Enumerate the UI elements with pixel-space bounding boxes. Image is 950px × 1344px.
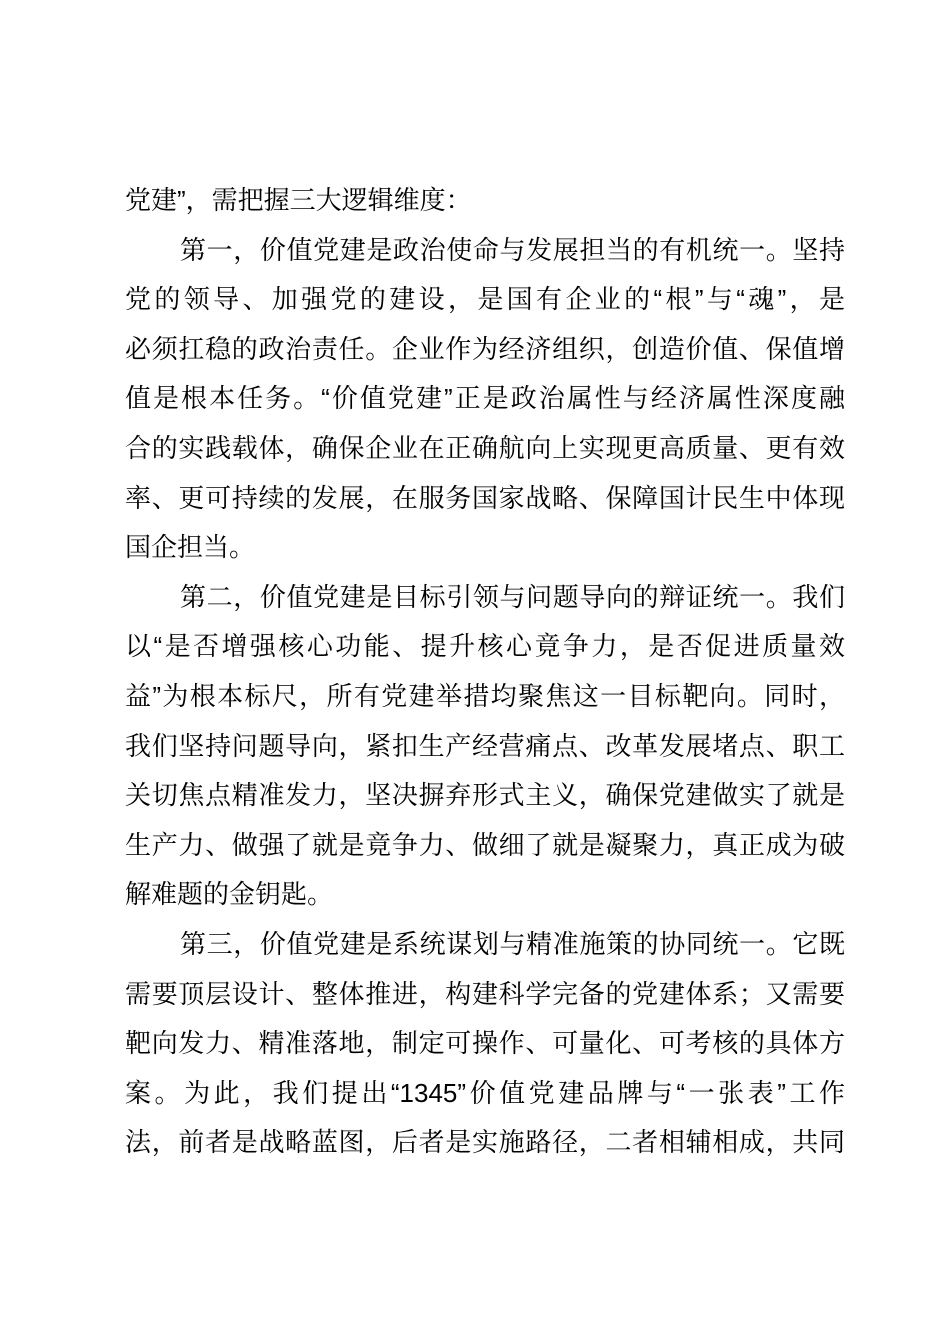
text-line: 第二，价值党建是目标引领与问题导向的辩证统一。我们 [180, 581, 845, 612]
text-line: 需要顶层设计、整体推进，构建科学完备的党建体系；又需要 [125, 978, 845, 1009]
document-text-block [125, 176, 845, 1168]
text-line: 第三，价值党建是系统谋划与精准施策的协同统一。它既 [180, 928, 845, 959]
text-line: 第一，价值党建是政治使命与发展担当的有机统一。坚持 [180, 234, 845, 265]
text-line: 以“是否增强核心功能、提升核心竟争力，是否促进质量效 [125, 631, 845, 662]
text-line: 合的实践载体，确保企业在正确航向上实现更高质量、更有效 [125, 432, 845, 463]
text-line: 率、更可持续的发展，在服务国家战略、保障国计民生中体现 [125, 482, 845, 513]
text-line: 益”为根本标尺，所有党建举措均聚焦这一目标靶向。同时， [125, 680, 845, 711]
text-line: 国企担当。 [125, 532, 256, 563]
text-line: 必须扛稳的政治责任。企业作为经济组织，创造价值、保值增 [125, 333, 845, 364]
text-line: 党建”，需把握三大逻辑维度： [125, 185, 472, 215]
text-line: 案。为此，我们提出“1345”价值党建品牌与“一张表”工作 [125, 1077, 845, 1108]
text-line: 党的领导、加强党的建设，是国有企业的“根”与“魂”，是 [125, 284, 845, 315]
text-line: 我们坚持问题导向，紧扣生产经营痛点、改革发展堵点、职工 [125, 730, 845, 761]
text-line: 靶向发力、精准落地，制定可操作、可量化、可考核的具体方 [125, 1028, 845, 1059]
text-line: 关切焦点精准发力，坚决摒弃形式主义，确保党建做实了就是 [125, 780, 845, 811]
text-line: 法，前者是战略蓝图，后者是实施路径，二者相辅相成，共同 [125, 1127, 845, 1158]
text-line: 值是根本任务。“价值党建”正是政治属性与经济属性深度融 [125, 383, 845, 414]
text-line: 解难题的金钥匙。 [125, 879, 334, 910]
text-line: 生产力、做强了就是竟争力、做细了就是凝聚力，真正成为破 [125, 829, 845, 860]
